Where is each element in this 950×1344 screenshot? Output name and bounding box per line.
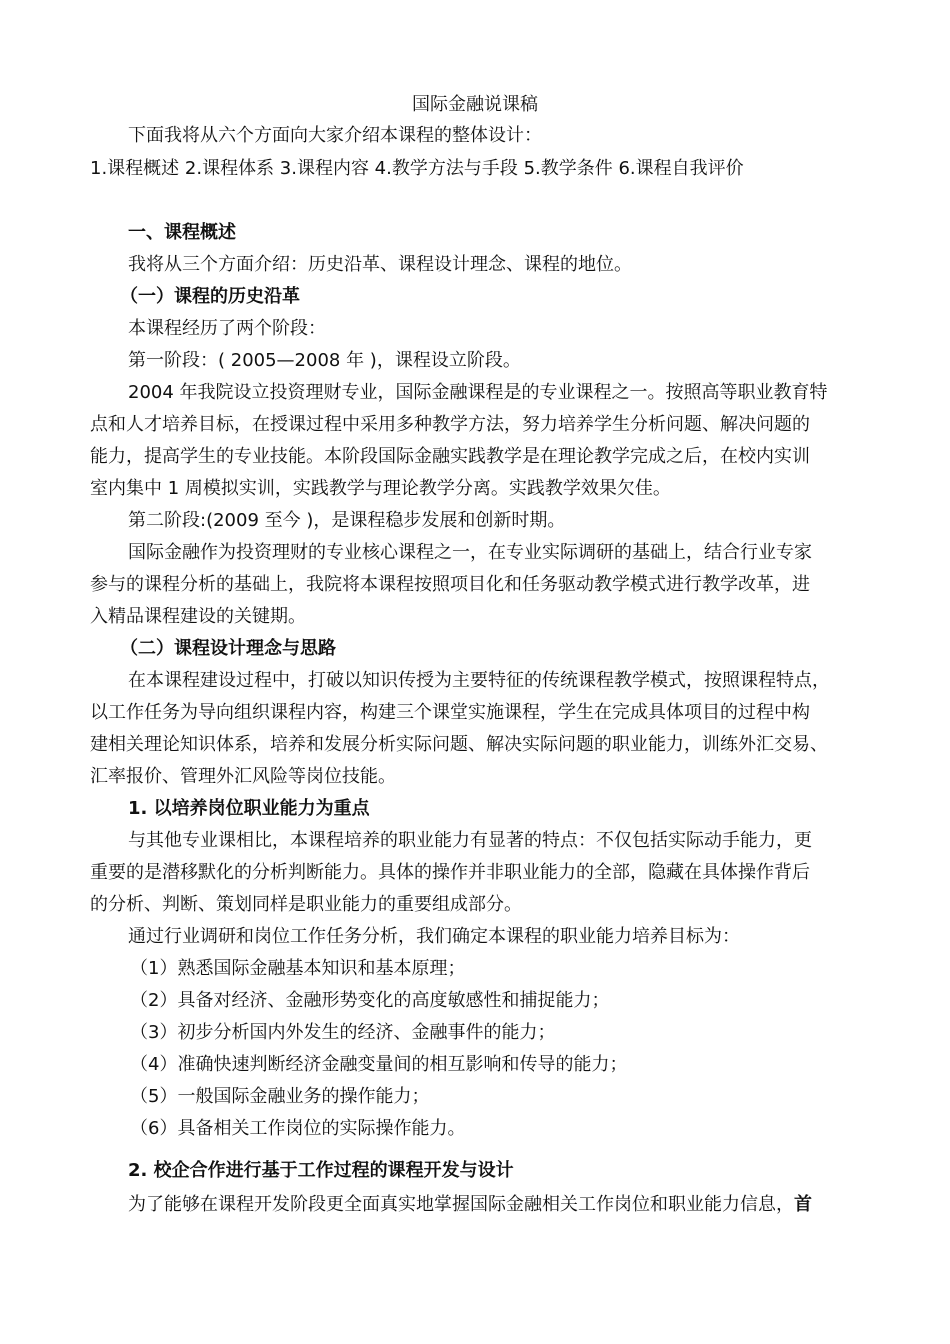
paragraph-line: 在本课程建设过程中，打破以知识传授为主要特征的传统课程教学模式，按照课程特点， bbox=[128, 670, 830, 691]
section-heading-overview: 一、课程概述 bbox=[128, 222, 236, 243]
paragraph-line: 建相关理论知识体系，培养和发展分析实际问题、解决实际问题的职业能力，训练外汇交易、 bbox=[90, 734, 828, 755]
paragraph-line: 室内集中 1 周模拟实训，实践教学与理论教学分离。实践教学效果欠佳。 bbox=[90, 478, 671, 499]
goal-item: （3）初步分析国内外发生的经济、金融事件的能力； bbox=[130, 1022, 556, 1043]
paragraph-line: 以工作任务为导向组织课程内容，构建三个课堂实施课程，学生在完成具体项目的过程中构 bbox=[90, 702, 810, 723]
document-title: 国际金融说课稿 bbox=[412, 94, 538, 115]
subsection-heading-history: （一）课程的历史沿革 bbox=[120, 286, 300, 307]
goal-item: （2）具备对经济、金融形势变化的高度敏感性和捕捉能力； bbox=[130, 990, 610, 1011]
goal-item: （1）熟悉国际金融基本知识和基本原理； bbox=[130, 958, 466, 979]
paragraph-line: 参与的课程分析的基础上，我院将本课程按照项目化和任务驱动教学模式进行教学改革，进 bbox=[90, 574, 810, 595]
paragraph-line: 国际金融作为投资理财的专业核心课程之一，在专业实际调研的基础上，结合行业专家 bbox=[128, 542, 812, 563]
paragraph-text: 为了能够在课程开发阶段更全面真实地掌握国际金融相关工作岗位和职业能力信息， bbox=[128, 1194, 794, 1215]
paragraph-stage-two: 第二阶段:(2009 至今 )，是课程稳步发展和创新时期。 bbox=[128, 510, 566, 531]
paragraph-goals-intro: 通过行业调研和岗位工作任务分析，我们确定本课程的职业能力培养目标为： bbox=[128, 926, 740, 947]
goal-item: （4）准确快速判断经济金融变量间的相互影响和传导的能力； bbox=[130, 1054, 628, 1075]
paragraph-line: 2004 年我院设立投资理财专业，国际金融课程是的专业课程之一。按照高等职业教育特 bbox=[128, 382, 828, 403]
paragraph-text-bold: 首 bbox=[794, 1194, 812, 1215]
goal-item: （5）一般国际金融业务的操作能力； bbox=[130, 1086, 430, 1107]
paragraph-line: 的分析、判断、策划同样是职业能力的重要组成部分。 bbox=[90, 894, 522, 915]
intro-paragraph: 下面我将从六个方面向大家介绍本课程的整体设计： bbox=[128, 125, 542, 146]
paragraph-stage-one: 第一阶段：( 2005—2008 年 )，课程设立阶段。 bbox=[128, 350, 521, 371]
numbered-heading-1: 1. 以培养岗位职业能力为重点 bbox=[128, 798, 370, 819]
paragraph-stages: 本课程经历了两个阶段： bbox=[128, 318, 326, 339]
paragraph-line: 能力，提高学生的专业技能。本阶段国际金融实践教学是在理论教学完成之后，在校内实训 bbox=[90, 446, 810, 467]
paragraph-line: 汇率报价、管理外汇风险等岗位技能。 bbox=[90, 766, 396, 787]
toc-line: 1.课程概述 2.课程体系 3.课程内容 4.教学方法与手段 5.教学条件 6.课程自我评价 bbox=[90, 158, 744, 179]
paragraph-line: 点和人才培养目标，在授课过程中采用多种教学方法，努力培养学生分析问题、解决问题的 bbox=[90, 414, 810, 435]
goal-item: （6）具备相关工作岗位的实际操作能力。 bbox=[130, 1118, 466, 1139]
paragraph-line: 重要的是潜移默化的分析判断能力。具体的操作并非职业能力的全部，隐藏在具体操作背后 bbox=[90, 862, 810, 883]
section-intro: 我将从三个方面介绍：历史沿革、课程设计理念、课程的地位。 bbox=[128, 254, 632, 275]
paragraph-line bbox=[128, 1194, 860, 1216]
subsection-heading-design: （二）课程设计理念与思路 bbox=[120, 638, 336, 659]
paragraph-line: 入精品课程建设的关键期。 bbox=[90, 606, 306, 627]
numbered-heading-2: 2. 校企合作进行基于工作过程的课程开发与设计 bbox=[128, 1160, 514, 1181]
paragraph-line: 与其他专业课相比，本课程培养的职业能力有显著的特点：不仅包括实际动手能力，更 bbox=[128, 830, 812, 851]
